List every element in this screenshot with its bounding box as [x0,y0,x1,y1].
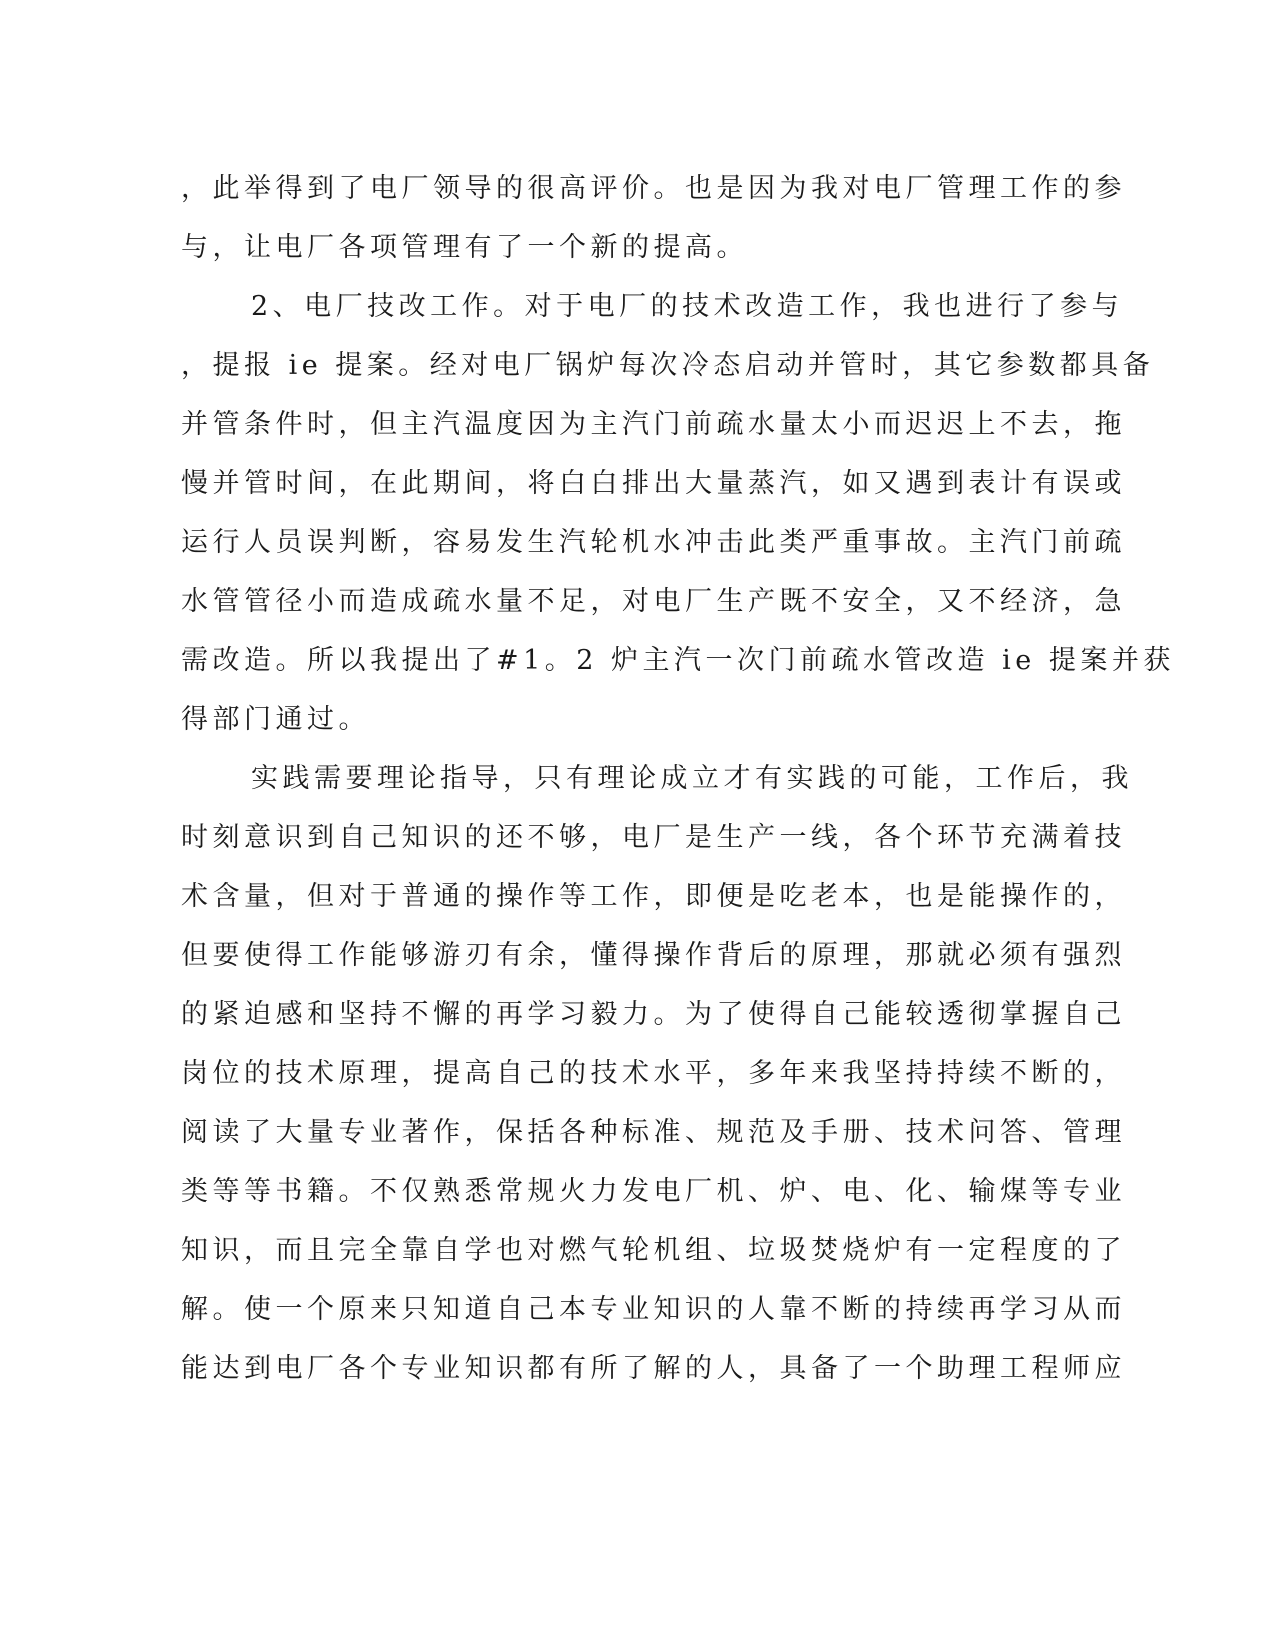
text-line: 实践需要理论指导，只有理论成立才有实践的可能，工作后，我 [251,763,1133,794]
text-line: ，提报 ie 提案。经对电厂锅炉每次冷态启动并管时，其它参数都具备 [181,350,1155,381]
text-line: 岗位的技术原理，提高自己的技术水平，多年来我坚持持续不断的， [181,1058,1126,1089]
text-line: 与，让电厂各项管理有了一个新的提高。 [181,232,748,263]
text-line: 时刻意识到自己知识的还不够，电厂是生产一线，各个环节充满着技 [181,822,1126,853]
text-line: 2、电厂技改工作。对于电厂的技术改造工作，我也进行了参与 [251,291,1124,322]
text-line: 水管管径小而造成疏水量不足，对电厂生产既不安全，又不经济，急 [181,586,1126,617]
text-line: 知识，而且完全靠自学也对燃气轮机组、垃圾焚烧炉有一定程度的了 [181,1235,1126,1266]
text-line: 阅读了大量专业著作，保括各种标准、规范及手册、技术问答、管理 [181,1117,1126,1148]
text-line: 的紧迫感和坚持不懈的再学习毅力。为了使得自己能较透彻掌握自己 [181,999,1126,1030]
text-line: 运行人员误判断，容易发生汽轮机水冲击此类严重事故。主汽门前疏 [181,527,1126,558]
text-line: 得部门通过。 [181,704,370,735]
text-line: 慢并管时间，在此期间，将白白排出大量蒸汽，如又遇到表计有误或 [181,468,1126,499]
text-line: 解。使一个原来只知道自己本专业知识的人靠不断的持续再学习从而 [181,1294,1126,1325]
text-line: 术含量，但对于普通的操作等工作，即便是吃老本，也是能操作的， [181,881,1126,912]
text-line: 并管条件时，但主汽温度因为主汽门前疏水量太小而迟迟上不去，拖 [181,409,1126,440]
body-text [181,159,1175,1398]
text-line: 能达到电厂各个专业知识都有所了解的人，具备了一个助理工程师应 [181,1353,1126,1384]
text-line: 但要使得工作能够游刃有余，懂得操作背后的原理，那就必须有强烈 [181,940,1126,971]
text-line: 需改造。所以我提出了#1。2 炉主汽一次门前疏水管改造 ie 提案并获 [181,645,1175,676]
text-line: 类等等书籍。不仅熟悉常规火力发电厂机、炉、电、化、输煤等专业 [181,1176,1126,1207]
text-line: ，此举得到了电厂领导的很高评价。也是因为我对电厂管理工作的参 [181,173,1126,204]
